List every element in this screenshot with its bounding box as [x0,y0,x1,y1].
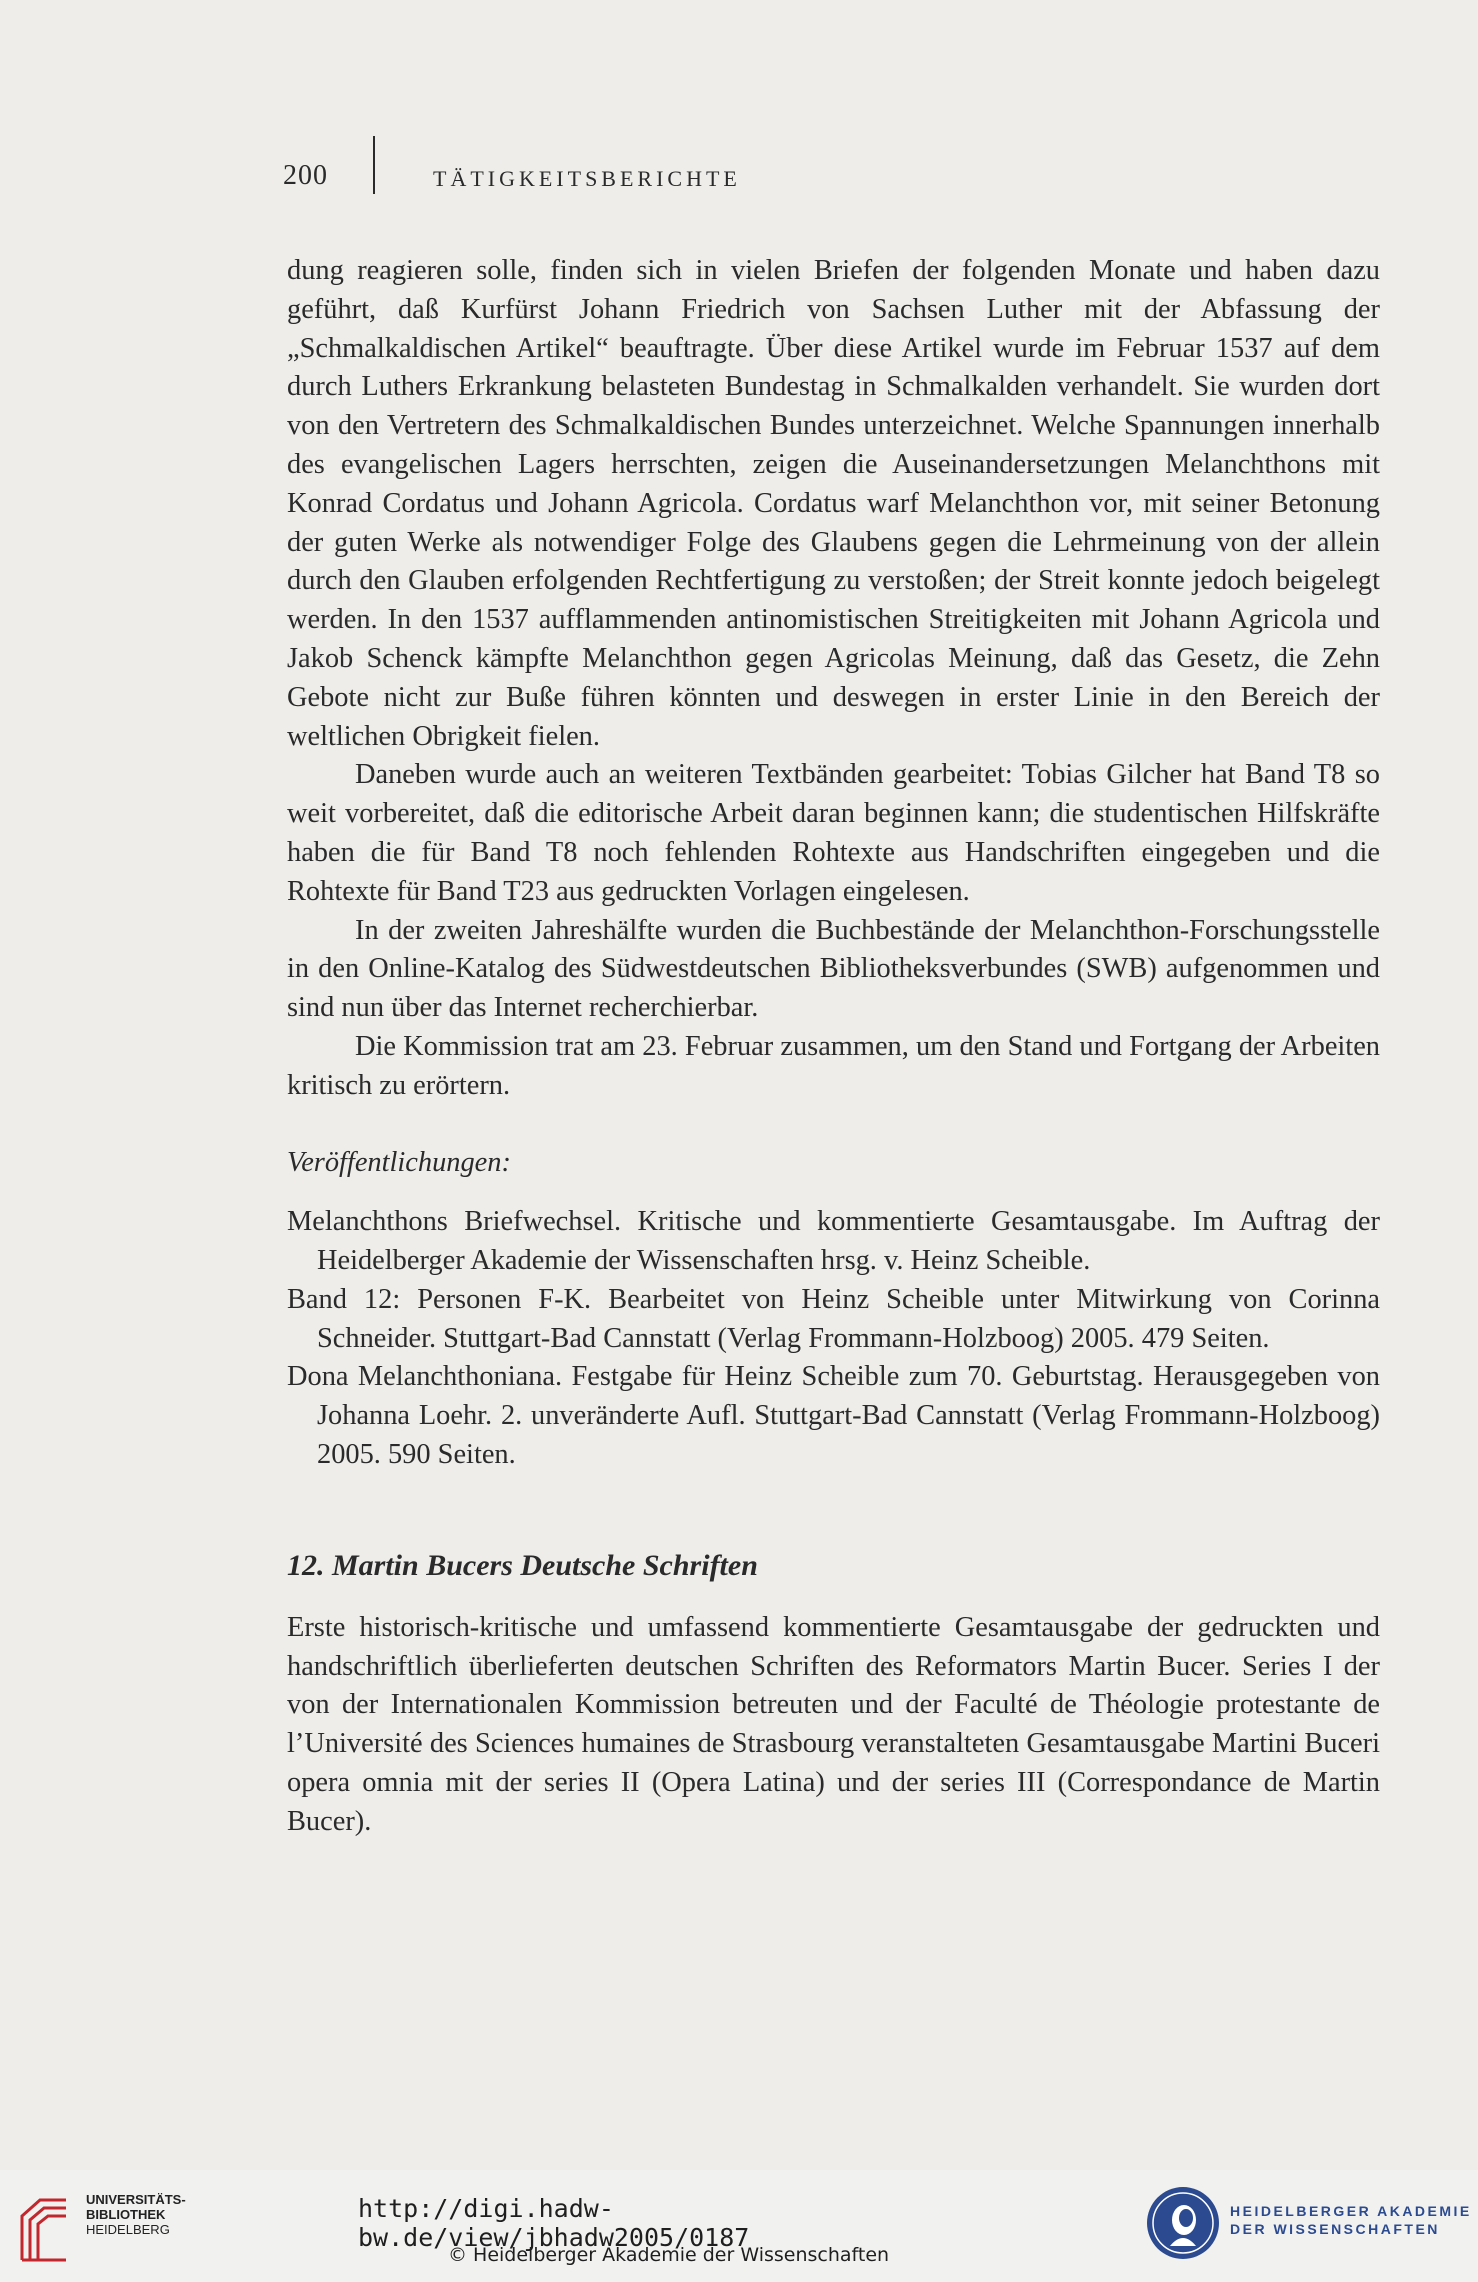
bibliography-entry: Melanchthons Briefwechsel. Kritische und kommentierte Gesamtausgabe. Im Auftrag der Heidelberger Akademie der Wissenschaften hrsg. v. Heinz Scheible. [287,1206,1380,1276]
section-heading: 12. Martin Bucers Deutsche Schriften [287,1548,758,1582]
university-library-logo-icon [14,2188,74,2268]
paragraph: dung reagieren solle, finden sich in vielen Briefen der folgenden Monate und haben dazu geführt, daß Kurfürst Johann Friedrich von Sachsen Luther mit der Abfassung der „Schmalkaldischen Artikel“ beauftragte. Über diese Artikel wurde im Februar 1537 auf dem durch Luthers Erkrankung belasteten Bundestag in Schmalkalden verhandelt. Sie wurden dort von den Vertretern des Schmalkaldischen Bundes unterzeichnet. Welche Spannungen innerhalb des evangelischen Lagers herrschten, zeigen die Auseinandersetzungen Melanchthons mit Konrad Cordatus und Johann Agricola. Cordatus warf Melanchthon vor, mit seiner Betonung der guten Werke als notwendiger Folge des Glaubens gegen die Lehrmeinung von der allein durch den Glauben erfolgenden Rechtfertigung zu verstoßen; der Streit konnte jedoch beigelegt werden. In den 1537 aufflammenden antinomistischen Streitigkeiten mit Johann Agricola und Jakob Schenck kämpfte Melanchthon gegen Agricolas Meinung, daß das Gesetz, die Zehn Gebote nicht zur Buße führen könnten und deswegen in erster Linie in den Bereich der weltlichen Obrigkeit fielen. [287,255,1380,752]
academy-name-line: DER WISSENSCHAFTEN [1230,2221,1440,2237]
running-title: TÄTIGKEITSBERICHTE [433,166,741,191]
bibliography-entry: Band 12: Personen F-K. Bearbeitet von Heinz Scheible unter Mitwirkung von Corinna Schneider. Stuttgart-Bad Cannstatt (Verlag Frommann-Holzboog) 2005. 479 Seiten. [287,1283,1380,1354]
permalink-url[interactable]: http://digi.hadw-bw.de/view/jbhadw2005/0187 [358,2194,750,2252]
body-text [287,252,1380,1841]
library-name-line: HEIDELBERG [86,2222,170,2237]
paragraph: Die Kommission trat am 23. Februar zusammen, um den Stand und Fortgang der Arbeiten kritisch zu erörtern. [287,1030,1380,1101]
library-name-line: BIBLIOTHEK [86,2207,166,2222]
running-head [283,158,1183,202]
copyright-notice: © Heidelberger Akademie der Wissenschaften [448,2244,890,2266]
page-number: 200 [283,160,328,191]
header-divider [373,136,375,194]
library-name-line: UNIVERSITÄTS- [86,2192,186,2207]
academy-name [1230,2202,1472,2238]
university-library-name [86,2192,186,2237]
paragraph: Daneben wurde auch an weiteren Textbänden gearbeitet: Tobias Gilcher hat Band T8 so weit vorbereitet, daß die editorische Arbeit daran beginnen kann; die studentischen Hilfskräfte haben die für Band T8 noch fehlenden Rohtexte aus Handschriften eingegeben und die Rohtexte für Band T23 aus gedruckten Vorlagen eingelesen. [287,759,1380,907]
academy-name-line: HEIDELBERGER AKADEMIE [1230,2203,1472,2219]
academy-seal-icon [1144,2184,1222,2262]
paragraph: In der zweiten Jahreshälfte wurden die Buchbestände der Melanchthon-Forschungsstelle in den Online-Katalog des Südwestdeutschen Bibliotheksverbundes (SWB) aufgenommen und sind nun über das Internet recherchierbar. [287,914,1380,1024]
digitization-footer [0,2170,1478,2282]
bibliography-entry: Dona Melanchthoniana. Festgabe für Heinz Scheible zum 70. Geburtstag. Herausgegeben von Johanna Loehr. 2. unveränderte Aufl. Stuttgart-Bad Cannstatt (Verlag Frommann-Holzboog) 2005. 590 Seiten. [287,1361,1380,1470]
publications-heading: Veröffentlichungen: [287,1147,511,1179]
paragraph: Erste historisch-kritische und umfassend kommentierte Gesamtausgabe der gedruckten und handschriftlich überlieferten deutschen Schriften des Reformators Martin Bucer. Series I der von der Internationalen Kommission betreuten und der Faculté de Théologie protestante de l’Université des Sciences humaines de Strasbourg veranstalteten Gesamtausgabe Martini Buceri opera omnia mit der series II (Opera Latina) und der series III (Correspondance de Martin Bucer). [287,1611,1380,1837]
